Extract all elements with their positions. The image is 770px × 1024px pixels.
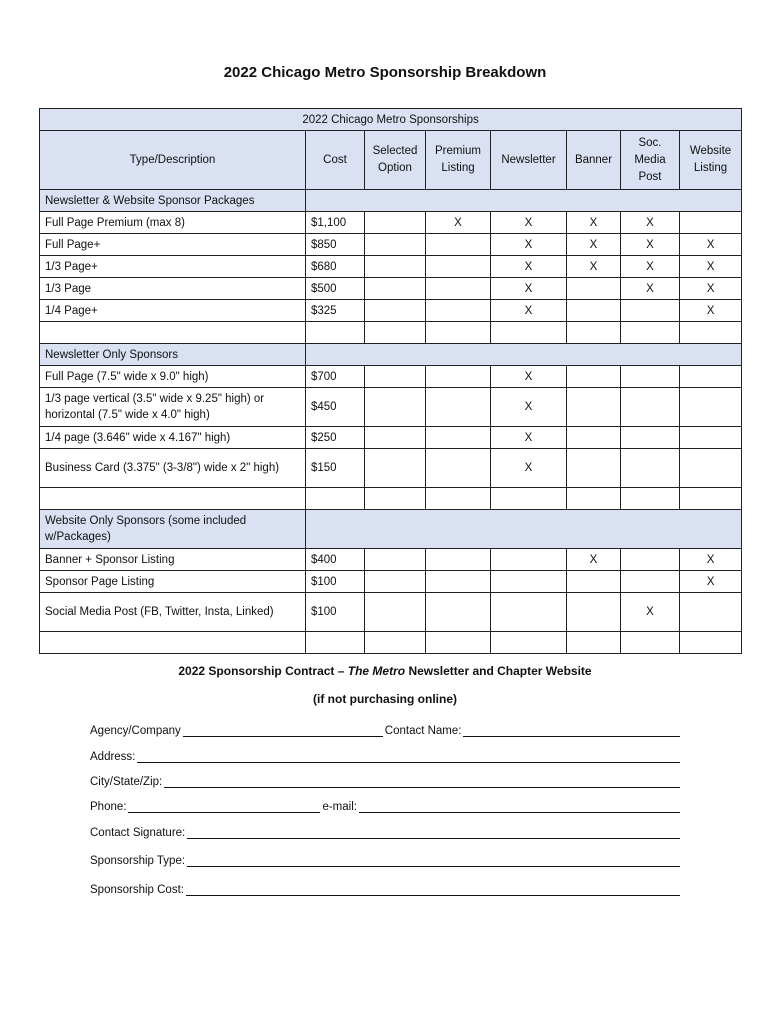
section-header-row <box>40 190 742 212</box>
table-row <box>40 427 742 449</box>
row-description: Full Page Premium (max 8) <box>40 212 306 234</box>
newsletter-cell: X <box>491 300 567 322</box>
section-fill <box>306 190 742 212</box>
blank-cell <box>306 322 365 344</box>
banner-cell <box>567 388 621 427</box>
premium-cell <box>426 256 491 278</box>
blank-cell <box>40 632 306 654</box>
contact-name-label: Contact Name: <box>384 725 462 737</box>
header-type: Type/Description <box>40 131 306 190</box>
table-row <box>40 256 742 278</box>
table-row <box>40 300 742 322</box>
website-cell <box>680 427 742 449</box>
selected-cell[interactable] <box>365 234 426 256</box>
table-row <box>40 571 742 593</box>
header-premium-listing: Premium Listing <box>426 131 491 190</box>
address-field[interactable] <box>137 749 680 763</box>
blank-cell <box>680 632 742 654</box>
website-cell: X <box>680 549 742 571</box>
blank-cell <box>491 488 567 510</box>
table-body <box>40 190 742 654</box>
city-row <box>90 772 680 788</box>
blank-cell <box>40 322 306 344</box>
agency-contact-row <box>90 721 680 737</box>
section-fill <box>306 510 742 549</box>
header-website-listing: Website Listing <box>680 131 742 190</box>
social-cell <box>621 571 680 593</box>
cost-cell: $850 <box>306 234 365 256</box>
social-cell: X <box>621 256 680 278</box>
banner-cell <box>567 427 621 449</box>
banner-cell: X <box>567 549 621 571</box>
cost-cell: $700 <box>306 366 365 388</box>
premium-cell <box>426 300 491 322</box>
newsletter-cell: X <box>491 212 567 234</box>
banner-cell <box>567 593 621 632</box>
social-cell: X <box>621 212 680 234</box>
newsletter-cell: X <box>491 256 567 278</box>
row-description: 1/3 Page+ <box>40 256 306 278</box>
blank-cell <box>680 322 742 344</box>
email-field[interactable] <box>359 799 680 813</box>
social-cell <box>621 388 680 427</box>
website-cell: X <box>680 278 742 300</box>
header-newsletter: Newsletter <box>491 131 567 190</box>
header-social-media-post: Soc. Media Post <box>621 131 680 190</box>
banner-cell <box>567 300 621 322</box>
row-description: Full Page (7.5" wide x 9.0" high) <box>40 366 306 388</box>
social-cell <box>621 300 680 322</box>
banner-cell: X <box>567 256 621 278</box>
cost-cell: $1,100 <box>306 212 365 234</box>
banner-cell <box>567 278 621 300</box>
banner-cell: X <box>567 234 621 256</box>
page-title: 2022 Chicago Metro Sponsorship Breakdown <box>223 64 547 81</box>
phone-label: Phone: <box>90 801 127 813</box>
header-cost: Cost <box>306 131 365 190</box>
contract-subtitle: (if not purchasing online) <box>313 692 457 706</box>
blank-cell <box>680 488 742 510</box>
table-row <box>40 234 742 256</box>
table-row <box>40 593 742 632</box>
blank-cell <box>306 488 365 510</box>
agency-field[interactable] <box>183 723 383 737</box>
blank-cell <box>491 322 567 344</box>
row-description: 1/3 page vertical (3.5" wide x 9.25" high) or horizontal (7.5" wide x 4.0" high) <box>40 388 306 427</box>
blank-cell <box>426 322 491 344</box>
blank-cell <box>567 632 621 654</box>
table-row <box>40 449 742 488</box>
newsletter-cell: X <box>491 234 567 256</box>
sponsorship-cost-field[interactable] <box>186 882 680 896</box>
newsletter-cell: X <box>491 449 567 488</box>
newsletter-cell <box>491 571 567 593</box>
table-caption: 2022 Chicago Metro Sponsorships <box>40 109 742 131</box>
blank-cell <box>365 488 426 510</box>
social-cell <box>621 427 680 449</box>
section-fill <box>306 344 742 366</box>
premium-cell <box>426 571 491 593</box>
premium-cell <box>426 549 491 571</box>
selected-cell[interactable] <box>365 256 426 278</box>
website-cell <box>680 593 742 632</box>
row-description: 1/3 Page <box>40 278 306 300</box>
cost-cell: $325 <box>306 300 365 322</box>
sponsorship-type-row <box>90 851 680 867</box>
social-cell <box>621 549 680 571</box>
premium-cell: X <box>426 212 491 234</box>
premium-cell <box>426 278 491 300</box>
row-description: Social Media Post (FB, Twitter, Insta, Linked) <box>40 593 306 632</box>
selected-cell[interactable] <box>365 571 426 593</box>
cost-cell: $250 <box>306 427 365 449</box>
blank-cell <box>621 488 680 510</box>
agency-label: Agency/Company <box>90 725 181 737</box>
newsletter-cell: X <box>491 366 567 388</box>
selected-cell[interactable] <box>365 278 426 300</box>
contract-title-prefix: 2022 Sponsorship Contract – <box>178 664 348 678</box>
row-description: 1/4 Page+ <box>40 300 306 322</box>
banner-cell <box>567 571 621 593</box>
banner-cell <box>567 449 621 488</box>
city-state-zip-label: City/State/Zip: <box>90 776 163 788</box>
cost-cell: $450 <box>306 388 365 427</box>
cost-cell: $100 <box>306 571 365 593</box>
banner-cell: X <box>567 212 621 234</box>
banner-cell <box>567 366 621 388</box>
sponsorship-cost-label: Sponsorship Cost: <box>90 884 184 896</box>
premium-cell <box>426 388 491 427</box>
table-row <box>40 366 742 388</box>
contract-title-italic: The Metro <box>347 664 406 678</box>
website-cell: X <box>680 234 742 256</box>
website-cell: X <box>680 300 742 322</box>
premium-cell <box>426 427 491 449</box>
newsletter-cell: X <box>491 388 567 427</box>
website-cell <box>680 388 742 427</box>
sponsorship-type-label: Sponsorship Type: <box>90 855 186 867</box>
row-description: Business Card (3.375" (3-3/8") wide x 2" high) <box>40 449 306 488</box>
section-label: Newsletter & Website Sponsor Packages <box>40 190 306 212</box>
row-description: Full Page+ <box>40 234 306 256</box>
newsletter-cell: X <box>491 278 567 300</box>
selected-cell[interactable] <box>365 366 426 388</box>
website-cell <box>680 212 742 234</box>
premium-cell <box>426 449 491 488</box>
signature-label: Contact Signature: <box>90 827 186 839</box>
header-selected-option: Selected Option <box>365 131 426 190</box>
row-description: Sponsor Page Listing <box>40 571 306 593</box>
social-cell <box>621 449 680 488</box>
premium-cell <box>426 366 491 388</box>
section-header-row <box>40 510 742 549</box>
blank-cell <box>567 488 621 510</box>
blank-cell <box>365 632 426 654</box>
blank-cell <box>306 632 365 654</box>
selected-cell[interactable] <box>365 593 426 632</box>
blank-cell <box>426 488 491 510</box>
social-cell: X <box>621 593 680 632</box>
selected-cell[interactable] <box>365 212 426 234</box>
premium-cell <box>426 234 491 256</box>
sponsorship-type-field[interactable] <box>187 853 680 867</box>
selected-cell[interactable] <box>365 427 426 449</box>
table-row <box>40 549 742 571</box>
blank-cell <box>426 632 491 654</box>
city-state-zip-field[interactable] <box>164 774 680 788</box>
contract-title <box>0 664 770 678</box>
selected-cell[interactable] <box>365 549 426 571</box>
cost-cell: $500 <box>306 278 365 300</box>
social-cell: X <box>621 278 680 300</box>
header-banner: Banner <box>567 131 621 190</box>
newsletter-cell <box>491 593 567 632</box>
selected-cell[interactable] <box>365 449 426 488</box>
newsletter-cell: X <box>491 427 567 449</box>
table-row <box>40 388 742 427</box>
blank-cell <box>621 632 680 654</box>
section-header-row <box>40 344 742 366</box>
table-row <box>40 278 742 300</box>
website-cell: X <box>680 256 742 278</box>
row-description: 1/4 page (3.646" wide x 4.167" high) <box>40 427 306 449</box>
contract-title-suffix: Newsletter and Chapter Website <box>405 664 592 678</box>
phone-field[interactable] <box>128 799 320 813</box>
premium-cell <box>426 593 491 632</box>
blank-cell <box>491 632 567 654</box>
signature-row <box>90 823 680 839</box>
cost-cell: $400 <box>306 549 365 571</box>
signature-field[interactable] <box>187 825 680 839</box>
phone-email-row <box>90 797 680 813</box>
selected-cell[interactable] <box>365 300 426 322</box>
sponsorship-cost-row <box>90 880 680 896</box>
blank-row <box>40 488 742 510</box>
website-cell <box>680 366 742 388</box>
website-cell <box>680 449 742 488</box>
social-cell <box>621 366 680 388</box>
cost-cell: $100 <box>306 593 365 632</box>
blank-cell <box>40 488 306 510</box>
blank-cell <box>365 322 426 344</box>
cost-cell: $680 <box>306 256 365 278</box>
cost-cell: $150 <box>306 449 365 488</box>
address-label: Address: <box>90 751 136 763</box>
blank-cell <box>621 322 680 344</box>
section-label: Newsletter Only Sponsors <box>40 344 306 366</box>
contact-name-field[interactable] <box>463 723 680 737</box>
social-cell: X <box>621 234 680 256</box>
blank-row <box>40 632 742 654</box>
selected-cell[interactable] <box>365 388 426 427</box>
sponsorship-table <box>39 108 742 654</box>
blank-row <box>40 322 742 344</box>
newsletter-cell <box>491 549 567 571</box>
email-label: e-mail: <box>322 801 357 813</box>
table-row <box>40 212 742 234</box>
blank-cell <box>567 322 621 344</box>
address-row <box>90 747 680 763</box>
row-description: Banner + Sponsor Listing <box>40 549 306 571</box>
website-cell: X <box>680 571 742 593</box>
section-label: Website Only Sponsors (some included w/Packages) <box>40 510 306 549</box>
